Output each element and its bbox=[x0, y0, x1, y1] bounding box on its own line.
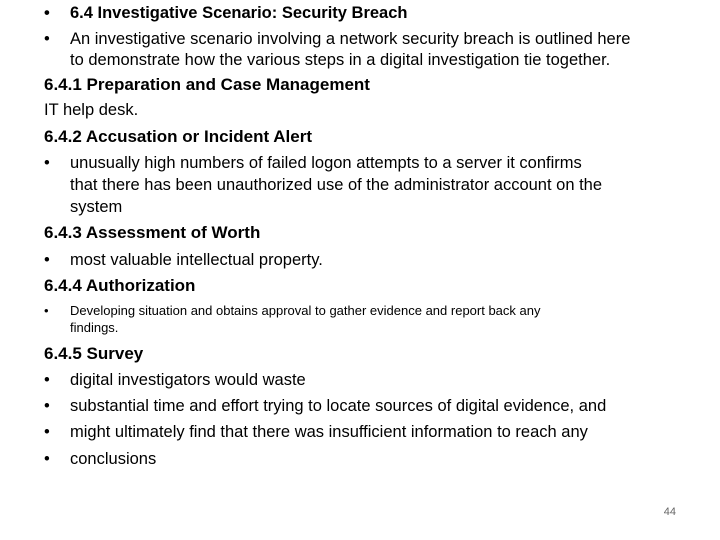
survey-bullet-2: substantial time and effort trying to locate sources of digital evidence, and bbox=[70, 397, 607, 415]
bullet-marker: • bbox=[44, 303, 49, 318]
section-heading-6-4-1: 6.4.1 Preparation and Case Management bbox=[44, 75, 370, 94]
section-bullet-6-4-2 bbox=[44, 154, 582, 173]
section-6-4-4-line-1: Developing situation and obtains approval to gather evidence and report back any bbox=[70, 303, 541, 318]
list-item bbox=[44, 450, 156, 469]
section-6-4-3-text: most valuable intellectual property. bbox=[70, 251, 323, 269]
section-6-4-4-line-2: findings. bbox=[70, 320, 119, 335]
bullet-marker: • bbox=[44, 450, 50, 468]
bullet-marker: • bbox=[44, 371, 50, 389]
section-heading-6-4-2: 6.4.2 Accusation or Incident Alert bbox=[44, 127, 312, 146]
list-item bbox=[44, 423, 588, 442]
survey-bullet-4: conclusions bbox=[70, 450, 157, 468]
section-heading-6-4-5: 6.4.5 Survey bbox=[44, 344, 144, 363]
bullet-marker: • bbox=[44, 4, 50, 22]
intro-title: 6.4 Investigative Scenario: Security Breach bbox=[70, 4, 408, 22]
section-heading-6-4-3: 6.4.3 Assessment of Worth bbox=[44, 223, 261, 242]
intro-line-1: An investigative scenario involving a network security breach is outlined here bbox=[70, 30, 631, 48]
intro-line-2: to demonstrate how the various steps in a digital investigation tie together. bbox=[70, 51, 611, 69]
section-bullet-6-4-4 bbox=[44, 302, 540, 319]
list-item bbox=[44, 397, 606, 416]
bullet-marker: • bbox=[44, 154, 50, 172]
survey-bullet-3: might ultimately find that there was insufficient information to reach any bbox=[70, 423, 588, 441]
list-item bbox=[44, 371, 306, 390]
bullet-marker: • bbox=[44, 397, 50, 415]
bullet-marker: • bbox=[44, 251, 50, 269]
intro-text-item bbox=[44, 30, 630, 49]
section-bullet-6-4-3 bbox=[44, 251, 323, 270]
page-number: 44 bbox=[663, 506, 676, 518]
survey-bullet-1: digital investigators would waste bbox=[70, 371, 306, 389]
section-6-4-2-line-3: system bbox=[70, 198, 123, 216]
section-6-4-2-line-1: unusually high numbers of failed logon attempts to a server it confirms bbox=[70, 154, 582, 172]
section-heading-6-4-4: 6.4.4 Authorization bbox=[44, 276, 196, 295]
section-6-4-2-line-2: that there has been unauthorized use of the administrator account on the bbox=[70, 176, 603, 194]
bullet-marker: • bbox=[44, 30, 50, 48]
section-text-6-4-1: IT help desk. bbox=[44, 101, 139, 119]
intro-title-item bbox=[44, 4, 408, 23]
bullet-marker: • bbox=[44, 423, 50, 441]
